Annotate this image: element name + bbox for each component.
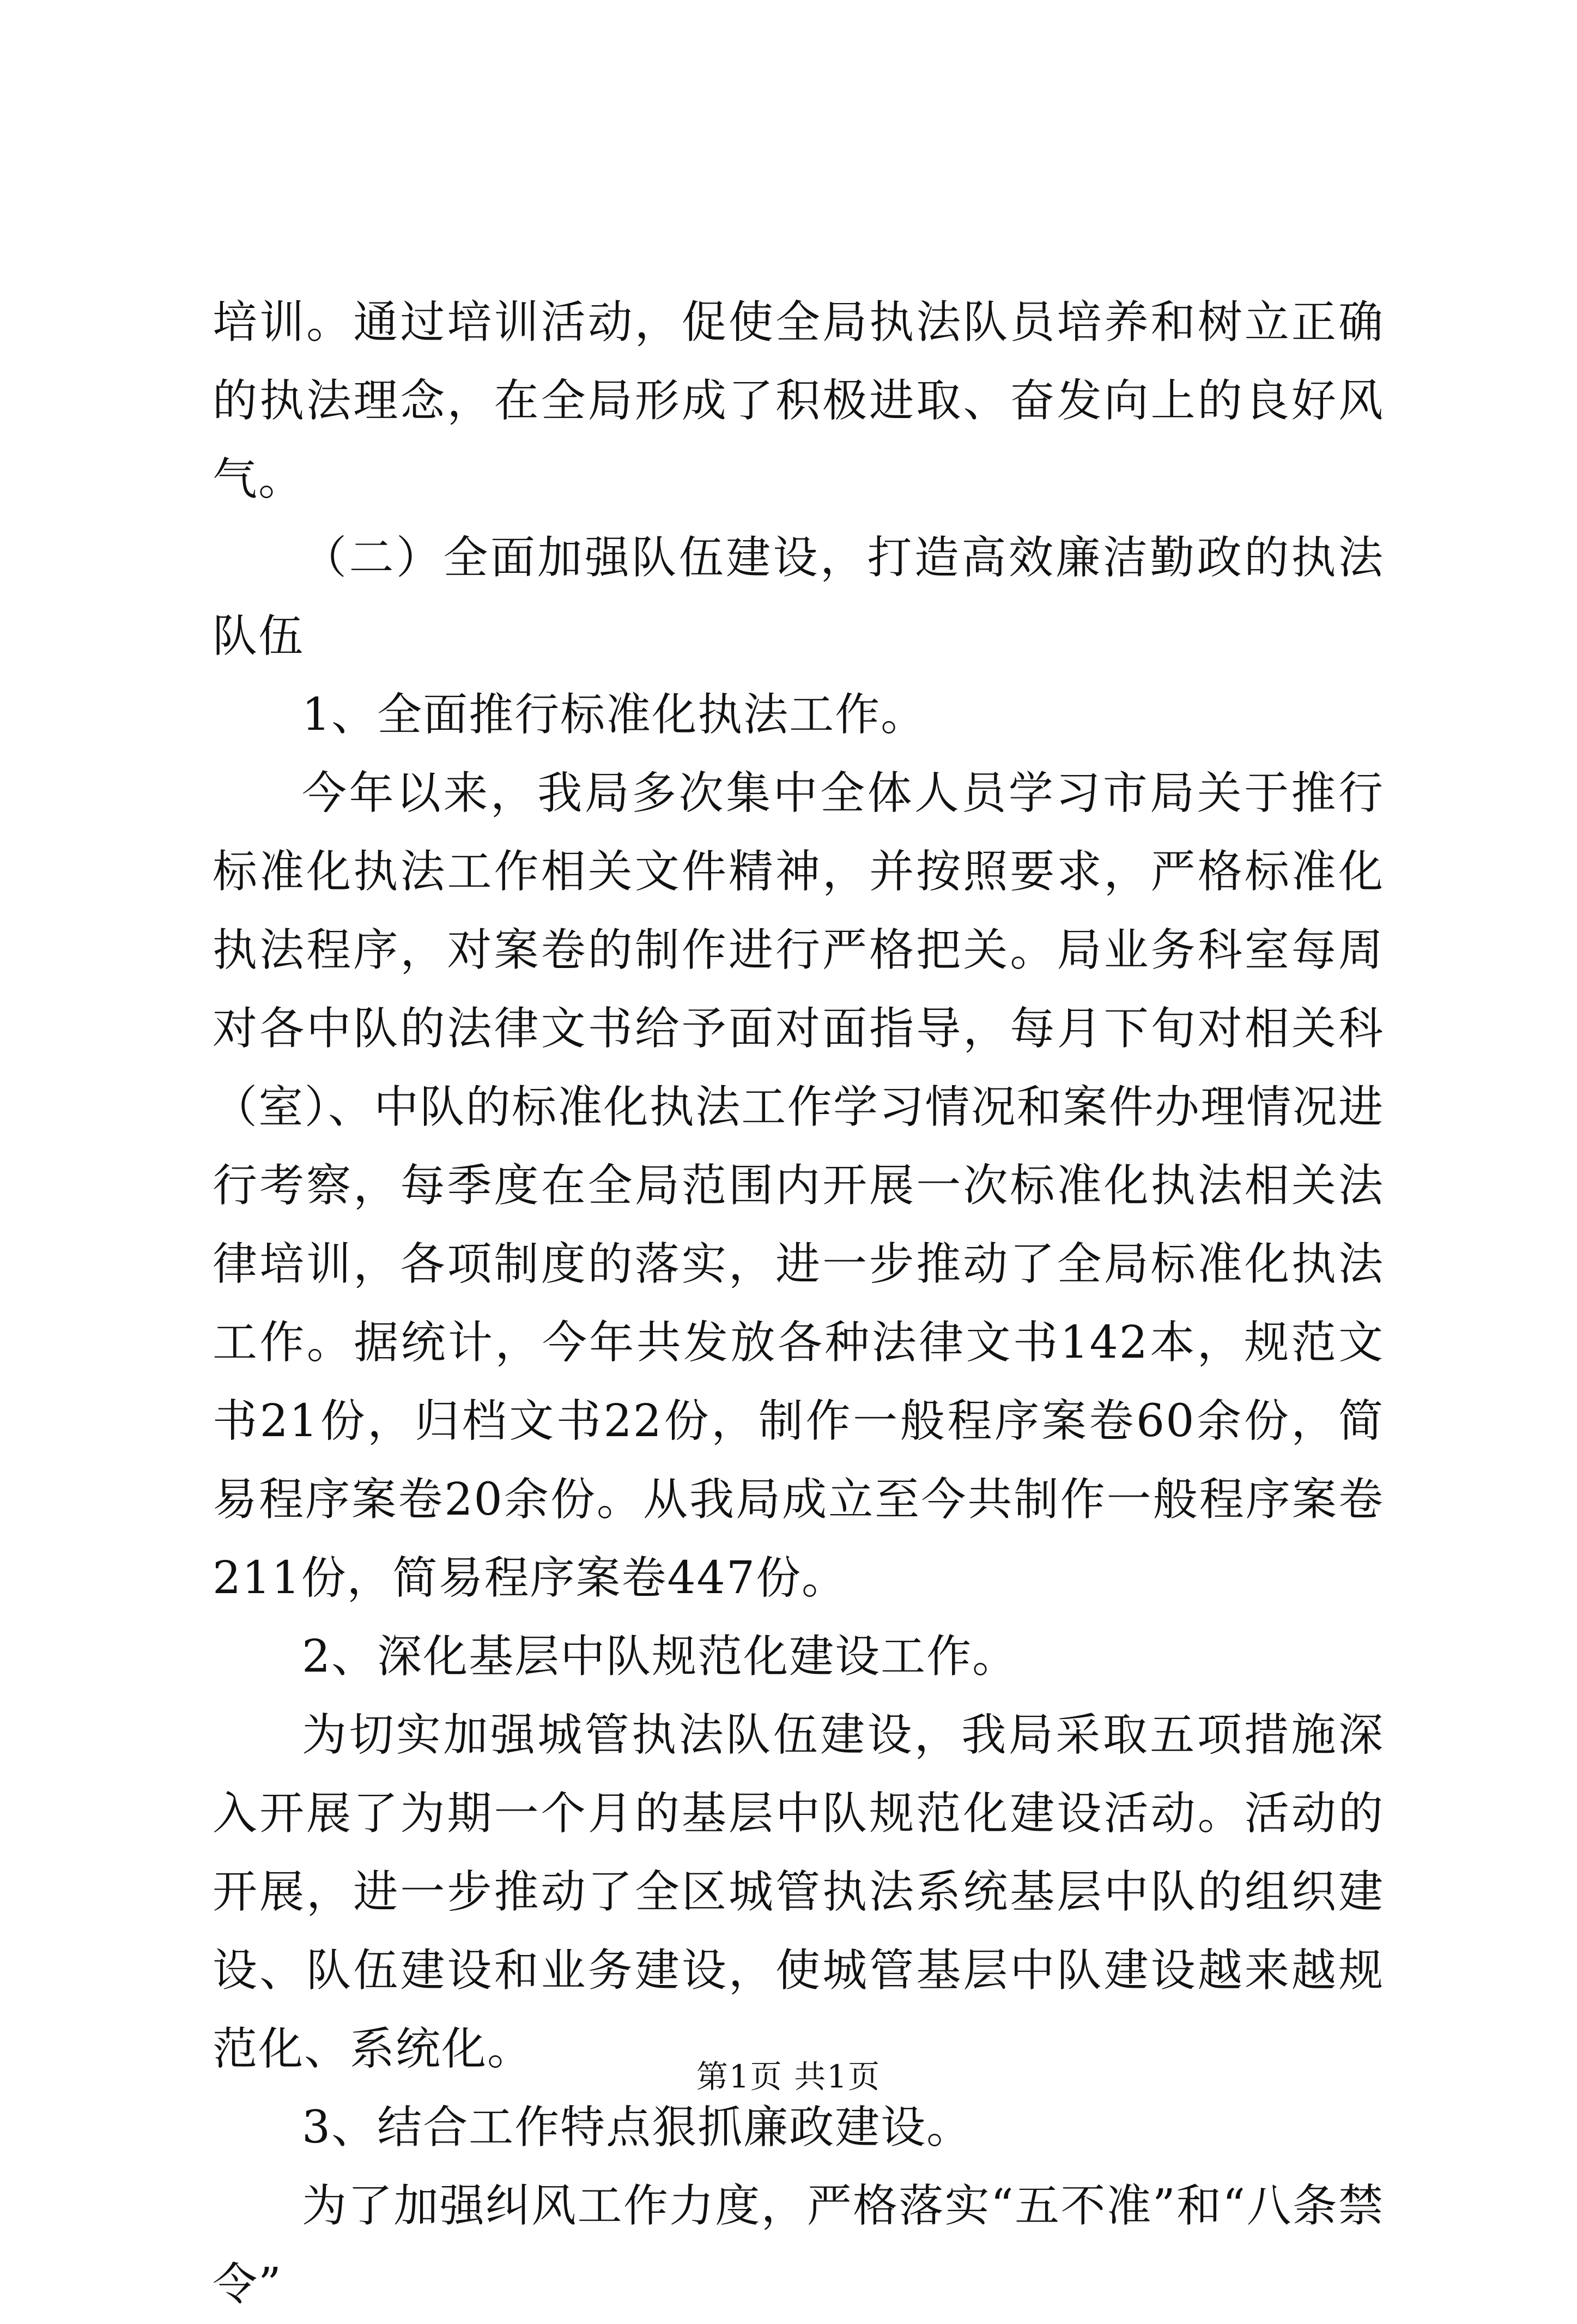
subheading-2: 2、深化基层中队规范化建设工作。: [302, 1631, 1018, 1683]
subheading-3: 3、结合工作特点狠抓廉政建设。: [302, 2102, 973, 2153]
paragraph-continuation: 培训。通过培训活动，促使全局执法队员培养和树立正确的执法理念，在全局形成了积极进取、奋发向上的良好风气。: [213, 296, 1384, 505]
paragraph-3: 为了加强纠风工作力度，严格落实“五不准”和“八条禁令”: [213, 2180, 1384, 2310]
page-footer: 第1页 共1页: [696, 2058, 881, 2095]
paragraph-2: 为切实加强城管执法队伍建设，我局采取五项措施深入开展了为期一个月的基层中队规范化建设活动。活动的开展，进一步推动了全区城管执法系统基层中队的组织建设、队伍建设和业务建设，使城管基层中队建设越来越规范化、系统化。: [213, 1709, 1384, 2075]
section-heading: （二）全面加强队伍建设，打造高效廉洁勤政的执法队伍: [213, 532, 1384, 662]
document-body: [213, 283, 1384, 2324]
subheading-1: 1、全面推行标准化执法工作。: [302, 689, 927, 741]
paragraph-1: 今年以来，我局多次集中全体人员学习市局关于推行标准化执法工作相关文件精神，并按照要求，严格标准化执法程序，对案卷的制作进行严格把关。局业务科室每周对各中队的法律文书给予面对面指导，每月下旬对相关科（室）、中队的标准化执法工作学习情况和案件办理情况进行考察，每季度在全局范围内开展一次标准化执法相关法律培训，各项制度的落实，进一步推动了全局标准化执法工作。据统计，今年共发放各种法律文书142本，规范文书21份，归档文书22份，制作一般程序案卷60余份，简易程序案卷20余份。从我局成立至今共制作一般程序案卷211份，简易程序案卷447份。: [213, 767, 1384, 1604]
